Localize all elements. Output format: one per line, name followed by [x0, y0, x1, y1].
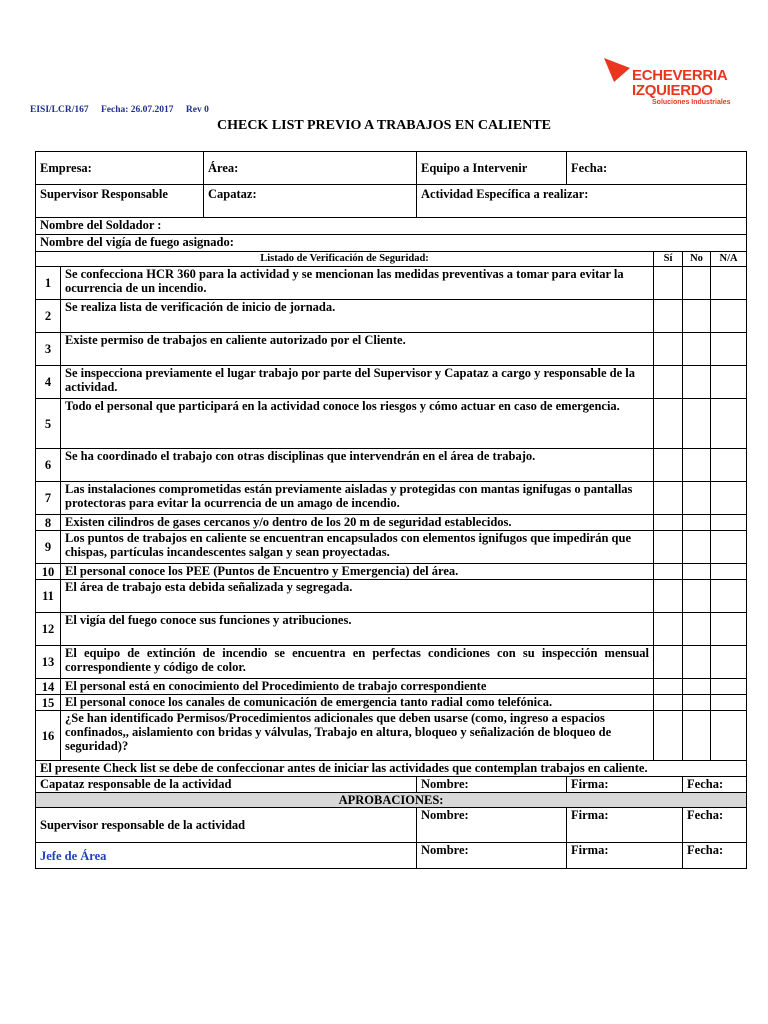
jefe-nombre-field[interactable]: Nombre: — [417, 843, 567, 869]
checklist-row — [36, 679, 747, 695]
check-na[interactable] — [711, 564, 747, 580]
check-no[interactable] — [683, 580, 711, 613]
checklist-row — [36, 333, 747, 366]
area-field[interactable]: Área: — [204, 152, 417, 185]
item-text: El personal conoce los canales de comunicación de emergencia tanto radial como telefónica. — [61, 695, 654, 711]
checklist-row — [36, 366, 747, 399]
doc-code: EISI/LCR/167 — [30, 105, 89, 115]
item-text: El personal conoce los PEE (Puntos de Encuentro y Emergencia) del área. — [61, 564, 654, 580]
empresa-field[interactable]: Empresa: — [36, 152, 204, 185]
check-no[interactable] — [683, 695, 711, 711]
checklist-row — [36, 711, 747, 761]
col-na: N/A — [711, 252, 747, 267]
checklist-row — [36, 482, 747, 515]
supervisor-field[interactable]: Supervisor Responsable — [36, 185, 204, 218]
soldador-field[interactable]: Nombre del Soldador : — [36, 218, 747, 235]
capataz-firma-field[interactable]: Firma: — [567, 777, 683, 793]
item-number: 14 — [36, 679, 61, 695]
item-text: Todo el personal que participará en la actividad conoce los riesgos y cómo actuar en caso de emergencia. — [61, 399, 654, 449]
page-title: CHECK LIST PREVIO A TRABAJOS EN CALIENTE — [216, 118, 552, 133]
check-si[interactable] — [654, 333, 683, 366]
item-text: Se ha coordinado el trabajo con otras disciplinas que intervendrán en el área de trabajo. — [61, 449, 654, 482]
company-logo — [600, 52, 750, 112]
item-number: 1 — [36, 267, 61, 300]
checklist-row — [36, 695, 747, 711]
capataz-fecha-field[interactable]: Fecha: — [683, 777, 747, 793]
check-si[interactable] — [654, 695, 683, 711]
checklist-heading: Listado de Verificación de Seguridad: — [36, 252, 654, 267]
vigia-field[interactable]: Nombre del vigía de fuego asignado: — [36, 235, 747, 252]
checklist-row — [36, 515, 747, 531]
fecha-field[interactable]: Fecha: — [567, 152, 747, 185]
item-number: 4 — [36, 366, 61, 399]
item-number: 9 — [36, 531, 61, 564]
item-number: 15 — [36, 695, 61, 711]
check-na[interactable] — [711, 333, 747, 366]
checklist-row — [36, 300, 747, 333]
check-na[interactable] — [711, 399, 747, 449]
capataz-nombre-field[interactable]: Nombre: — [417, 777, 567, 793]
col-si: Sí — [654, 252, 683, 267]
supervisor-firma-field[interactable]: Firma: — [567, 808, 683, 843]
checklist-row — [36, 267, 747, 300]
checklist-row — [36, 646, 747, 679]
checklist-row — [36, 564, 747, 580]
check-si[interactable] — [654, 531, 683, 564]
check-na[interactable] — [711, 613, 747, 646]
checklist-row — [36, 399, 747, 449]
item-number: 8 — [36, 515, 61, 531]
check-no[interactable] — [683, 366, 711, 399]
check-na[interactable] — [711, 679, 747, 695]
logo-line2: IZQUIERDO — [632, 82, 713, 99]
check-si[interactable] — [654, 399, 683, 449]
item-text: Existe permiso de trabajos en caliente autorizado por el Cliente. — [61, 333, 654, 366]
check-no[interactable] — [683, 531, 711, 564]
check-si[interactable] — [654, 679, 683, 695]
capataz-responsable-label: Capataz responsable de la actividad — [36, 777, 417, 793]
check-si[interactable] — [654, 580, 683, 613]
item-text: Los puntos de trabajos en caliente se encuentran encapsulados con elementos ignifugos que impedirán que chispas, partículas incandescentes salgan y sean proyectadas. — [61, 531, 654, 564]
item-number: 16 — [36, 711, 61, 761]
check-si[interactable] — [654, 564, 683, 580]
item-number: 13 — [36, 646, 61, 679]
check-si[interactable] — [654, 613, 683, 646]
check-no[interactable] — [683, 482, 711, 515]
check-na[interactable] — [711, 267, 747, 300]
item-text: Se confecciona HCR 360 para la actividad y se mencionan las medidas preventivas a tomar para evitar la ocurrencia de un incendio. — [61, 267, 654, 300]
doc-date: Fecha: 26.07.2017 — [100, 105, 174, 115]
item-text: Se realiza lista de verificación de inicio de jornada. — [61, 300, 654, 333]
checklist-row — [36, 531, 747, 564]
check-no[interactable] — [683, 449, 711, 482]
item-text: El área de trabajo esta debida señalizada y segregada. — [61, 580, 654, 613]
check-no[interactable] — [683, 515, 711, 531]
checklist-row — [36, 580, 747, 613]
supervisor-nombre-field[interactable]: Nombre: — [417, 808, 567, 843]
item-text: Se inspecciona previamente el lugar trabajo por parte del Supervisor y Capataz a cargo y responsable de la actividad. — [61, 366, 654, 399]
check-si[interactable] — [654, 711, 683, 761]
item-text: El equipo de extinción de incendio se encuentra en perfectas condiciones con su inspección mensual correspondiente y código de color. — [61, 646, 654, 679]
check-si[interactable] — [654, 366, 683, 399]
check-si[interactable] — [654, 515, 683, 531]
check-na[interactable] — [711, 449, 747, 482]
checklist-note: El presente Check list se debe de confeccionar antes de iniciar las actividades que contemplan trabajos en caliente. — [36, 761, 747, 777]
check-no[interactable] — [683, 646, 711, 679]
item-number: 5 — [36, 399, 61, 449]
document-reference — [30, 105, 219, 115]
check-no[interactable] — [683, 333, 711, 366]
check-si[interactable] — [654, 482, 683, 515]
checklist-row — [36, 613, 747, 646]
jefe-area-label: Jefe de Área — [36, 843, 417, 869]
check-si[interactable] — [654, 646, 683, 679]
check-na[interactable] — [711, 515, 747, 531]
item-number: 7 — [36, 482, 61, 515]
item-number: 6 — [36, 449, 61, 482]
check-si[interactable] — [654, 449, 683, 482]
aprobaciones-heading: APROBACIONES: — [36, 793, 747, 808]
check-na[interactable] — [711, 300, 747, 333]
checklist-row — [36, 449, 747, 482]
item-number: 2 — [36, 300, 61, 333]
check-si[interactable] — [654, 267, 683, 300]
col-no: No — [683, 252, 711, 267]
check-no[interactable] — [683, 267, 711, 300]
check-si[interactable] — [654, 300, 683, 333]
item-number: 10 — [36, 564, 61, 580]
logo-mark-icon — [604, 58, 630, 82]
check-no[interactable] — [683, 564, 711, 580]
check-na[interactable] — [711, 580, 747, 613]
item-text: ¿Se han identificado Permisos/Procedimientos adicionales que deben usarse (como, ingreso a espacios confinados,, aislamiento con bridas y válvulas, Trabajo en altura, bloqueo y señalización de bloqueo de seguridad)? — [61, 711, 654, 761]
supervisor-responsable-label: Supervisor responsable de la actividad — [36, 808, 417, 843]
item-text: El personal está en conocimiento del Procedimiento de trabajo correspondiente — [61, 679, 654, 695]
check-na[interactable] — [711, 482, 747, 515]
check-na[interactable] — [711, 646, 747, 679]
check-no[interactable] — [683, 300, 711, 333]
check-na[interactable] — [711, 531, 747, 564]
equipo-field[interactable]: Equipo a Intervenir — [417, 152, 567, 185]
check-no[interactable] — [683, 711, 711, 761]
item-number: 11 — [36, 580, 61, 613]
jefe-fecha-field[interactable]: Fecha: — [683, 843, 747, 869]
check-no[interactable] — [683, 679, 711, 695]
item-number: 3 — [36, 333, 61, 366]
logo-subtitle: Soluciones Industriales — [652, 99, 731, 106]
logo-line1: ECHEVERRIA — [632, 67, 728, 84]
item-number: 12 — [36, 613, 61, 646]
check-na[interactable] — [711, 366, 747, 399]
item-text: El vigía del fuego conoce sus funciones y atribuciones. — [61, 613, 654, 646]
item-text: Existen cilindros de gases cercanos y/o dentro de los 20 m de seguridad establecidos. — [61, 515, 654, 531]
item-text: Las instalaciones comprometidas están previamente aisladas y protegidas con mantas ignifugas o pantallas protectoras para evitar la ocurrencia de un amago de incendio. — [61, 482, 654, 515]
checklist-form — [35, 151, 747, 869]
check-na[interactable] — [711, 695, 747, 711]
doc-rev: Rev 0 — [185, 105, 209, 115]
jefe-firma-field[interactable]: Firma: — [567, 843, 683, 869]
supervisor-fecha-field[interactable]: Fecha: — [683, 808, 747, 843]
check-no[interactable] — [683, 613, 711, 646]
check-no[interactable] — [683, 399, 711, 449]
capataz-field[interactable]: Capataz: — [204, 185, 417, 218]
actividad-field[interactable]: Actividad Específica a realizar: — [417, 185, 747, 218]
check-na[interactable] — [711, 711, 747, 761]
